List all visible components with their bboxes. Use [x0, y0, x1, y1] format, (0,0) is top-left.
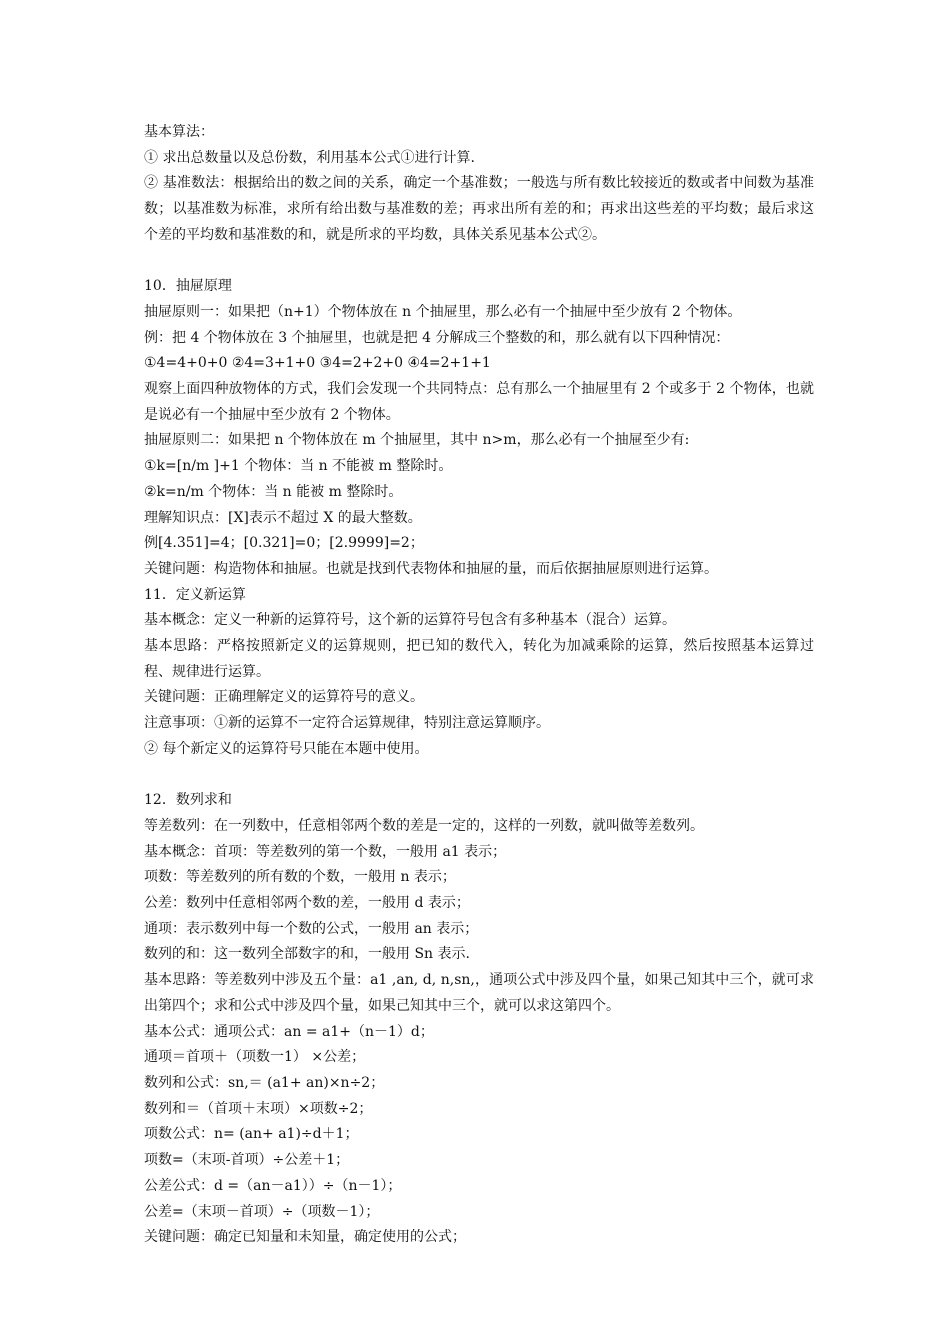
section-12-line-6: 数列的和：这一数列全部数字的和，一般用 Sn 表示. — [144, 946, 470, 963]
section-11-line-4: 注意事项：①新的运算不一定符合运算规律，特别注意运算顺序。 — [144, 715, 550, 732]
section-12-line-1: 等差数列：在一列数中，任意相邻两个数的差是一定的，这样的一列数，就叫做等差数列。 — [144, 817, 704, 834]
section-10-line-7: ②k=n/m 个物体：当 n 能被 m 整除时。 — [144, 483, 403, 500]
section-10-line-4: 观察上面四种放物体的方式，我们会发现一个共同特点：总有那么一个抽屉里有 2 个或多于 2 个物体，也就是说必有一个抽屉中至少放有 2 个物体。 — [144, 381, 814, 423]
section-12-line-14: 公差公式：d =（an－a1））÷（n－1）； — [144, 1177, 402, 1194]
section-basic-algorithm — [144, 120, 814, 249]
section-12-heading: 12．数列求和 — [144, 792, 232, 809]
section-10-line-10: 关键问题：构造物体和抽屉。也就是找到代表物体和抽屉的量，而后依据抽屉原则进行运算。 — [144, 560, 718, 577]
section-12-line-8: 基本公式：通项公式：an = a1+（n－1）d； — [144, 1023, 434, 1040]
document-page — [144, 120, 814, 1251]
section-11-heading: 11．定义新运算 — [144, 586, 246, 603]
section-10-line-2: 例：把 4 个物体放在 3 个抽屉里，也就是把 4 分解成三个整数的和，那么就有以下四种情况： — [144, 329, 730, 346]
section-11-line-3: 关键问题：正确理解定义的运算符号的意义。 — [144, 689, 424, 706]
section-10-line-5: 抽屉原则二：如果把 n 个物体放在 m 个抽屉里，其中 n>m，那么必有一个抽屉至少有: — [144, 432, 690, 449]
section-gap — [144, 249, 814, 275]
basic-algorithm-line-1: ① 求出总数量以及总份数，利用基本公式①进行计算. — [144, 149, 475, 166]
basic-algorithm-heading: 基本算法： — [144, 124, 214, 140]
section-11-new-operation — [144, 583, 814, 763]
section-12-line-2: 基本概念：首项：等差数列的第一个数，一般用 a1 表示； — [144, 843, 507, 860]
section-10-line-6: ①k=[n/m ]+1 个物体：当 n 不能被 m 整除时。 — [144, 458, 453, 475]
section-12-line-16: 关键问题：确定已知量和未知量，确定使用的公式； — [144, 1229, 466, 1246]
section-12-line-15: 公差=（末项－首项）÷（项数－1）； — [144, 1203, 380, 1220]
section-10-heading: 10．抽屉原理 — [144, 278, 232, 295]
section-10-line-9: 例[4.351]=4；[0.321]=0；[2.9999]=2； — [144, 535, 424, 552]
section-12-line-5: 通项：表示数列中每一个数的公式，一般用 an 表示； — [144, 920, 479, 937]
section-12-line-12: 项数公式：n= (an+ a1)÷d＋1； — [144, 1126, 359, 1143]
section-12-line-10: 数列和公式：sn,＝ (a1+ an)×n÷2； — [144, 1074, 385, 1091]
section-10-line-8: 理解知识点：[X]表示不超过 X 的最大整数。 — [144, 509, 422, 526]
section-11-line-2: 基本思路：严格按照新定义的运算规则，把已知的数代入，转化为加减乘除的运算，然后按照基本运算过程、规律进行运算。 — [144, 638, 814, 680]
section-12-line-13: 项数=（末项-首项）÷公差＋1； — [144, 1152, 350, 1169]
section-10-line-3: ①4=4+0+0 ②4=3+1+0 ③4=2+2+0 ④4=2+1+1 — [144, 355, 491, 372]
section-12-line-7: 基本思路：等差数列中涉及五个量：a1 ,an, d, n,sn,，通项公式中涉及四个量，如果己知其中三个，就可求出第四个；求和公式中涉及四个量，如果己知其中三个，就可以求这第四个。 — [144, 972, 814, 1014]
section-11-line-5: ② 每个新定义的运算符号只能在本题中使用。 — [144, 740, 429, 757]
section-11-line-1: 基本概念：定义一种新的运算符号，这个新的运算符号包含有多种基本（混合）运算。 — [144, 612, 676, 629]
section-12-line-11: 数列和＝（首项＋末项）×项数÷2； — [144, 1100, 373, 1117]
section-gap — [144, 763, 814, 789]
section-12-line-4: 公差：数列中任意相邻两个数的差，一般用 d 表示； — [144, 895, 470, 912]
section-12-series-sum — [144, 788, 814, 1251]
basic-algorithm-line-2: ② 基准数法：根据给出的数之间的关系，确定一个基准数；一般选与所有数比较接近的数或者中间数为基准数；以基准数为标准，求所有给出数与基准数的差；再求出所有差的和；再求出这些差的平均数；最后求这个差的平均数和基准数的和，就是所求的平均数，具体关系见基本公式②。 — [144, 175, 814, 243]
section-10-pigeonhole — [144, 274, 814, 582]
section-12-line-9: 通项＝首项＋（项数一1） ×公差； — [144, 1049, 366, 1066]
section-12-line-3: 项数：等差数列的所有数的个数，一般用 n 表示； — [144, 869, 456, 886]
section-10-line-1: 抽屉原则一：如果把（n+1）个物体放在 n 个抽屉里，那么必有一个抽屉中至少放有 2 个物体。 — [144, 303, 742, 320]
